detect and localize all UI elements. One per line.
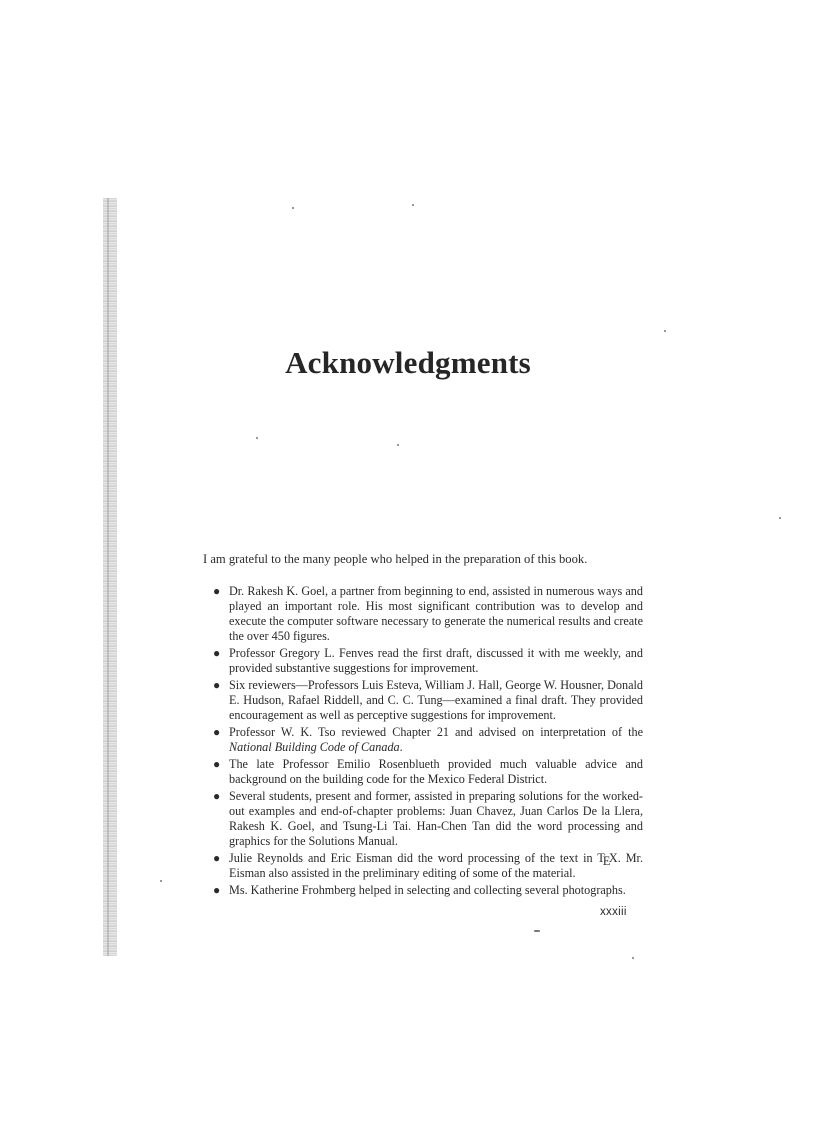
scan-speck	[292, 207, 294, 209]
list-item: ● Dr. Rakesh K. Goel, a partner from beginning to end, assisted in numerous ways and played an important role. His most significant contribution was to develop and execute the computer software necessary to generate the numerical results and create the over 450 figures.	[213, 584, 643, 643]
scan-speck	[412, 204, 414, 206]
bullet-icon: ●	[213, 584, 221, 598]
bullet-icon: ●	[213, 678, 221, 692]
scan-speck	[397, 444, 399, 446]
tex-logo: TEX	[597, 851, 618, 868]
bullet-icon: ●	[213, 725, 221, 739]
scan-speck	[632, 957, 634, 959]
list-item: ● Julie Reynolds and Eric Eisman did the word processing of the text in TEX. Mr. Eisman also assisted in the preliminary editing of some of the material.	[213, 851, 643, 880]
bullet-icon: ●	[213, 757, 221, 771]
list-item: ● Ms. Katherine Frohmberg helped in selecting and collecting several photographs.	[213, 883, 626, 897]
scan-speck	[664, 330, 666, 332]
page-title: Acknowledgments	[285, 345, 531, 380]
list-item: ● Professor Gregory L. Fenves read the first draft, discussed it with me weekly, and provided substantive suggestions for improvement.	[213, 646, 643, 675]
bullet-icon: ●	[213, 646, 221, 660]
bullet-icon: ●	[213, 883, 221, 897]
bullet-icon: ●	[213, 851, 221, 865]
list-item: ● The late Professor Emilio Rosenblueth provided much valuable advice and background on the building code for the Mexico Federal District.	[213, 757, 643, 786]
acknowledgment-list	[207, 584, 643, 900]
list-item: ● Several students, present and former, assisted in preparing solutions for the worked-out examples and end-of-chapter problems: Juan Chavez, Juan Carlos De la Llera, Rakesh K. Goel, and Tsung-Li Tai. Han-Chen Tan did the word processing and graphics for the Solutions Manual.	[213, 789, 643, 848]
bullet-icon: ●	[213, 789, 221, 803]
scan-speck	[256, 437, 258, 439]
scan-speck	[779, 517, 781, 519]
scan-binding-edge	[103, 198, 117, 956]
intro-paragraph: I am grateful to the many people who helped in the preparation of this book.	[203, 552, 588, 566]
list-item: ● Professor W. K. Tso reviewed Chapter 21 and advised on interpretation of the National Building Code of Canada.	[213, 725, 643, 754]
list-item: ● Six reviewers—Professors Luis Esteva, William J. Hall, George W. Housner, Donald E. Hudson, Rafael Riddell, and C. C. Tung—examined a final draft. They provided encouragement as well as perceptive suggestions for improvement.	[213, 678, 643, 722]
scan-speck	[534, 930, 540, 932]
page-number: xxxiii	[600, 906, 627, 918]
book-title: National Building Code of Canada	[229, 740, 400, 754]
scan-speck	[160, 880, 162, 882]
